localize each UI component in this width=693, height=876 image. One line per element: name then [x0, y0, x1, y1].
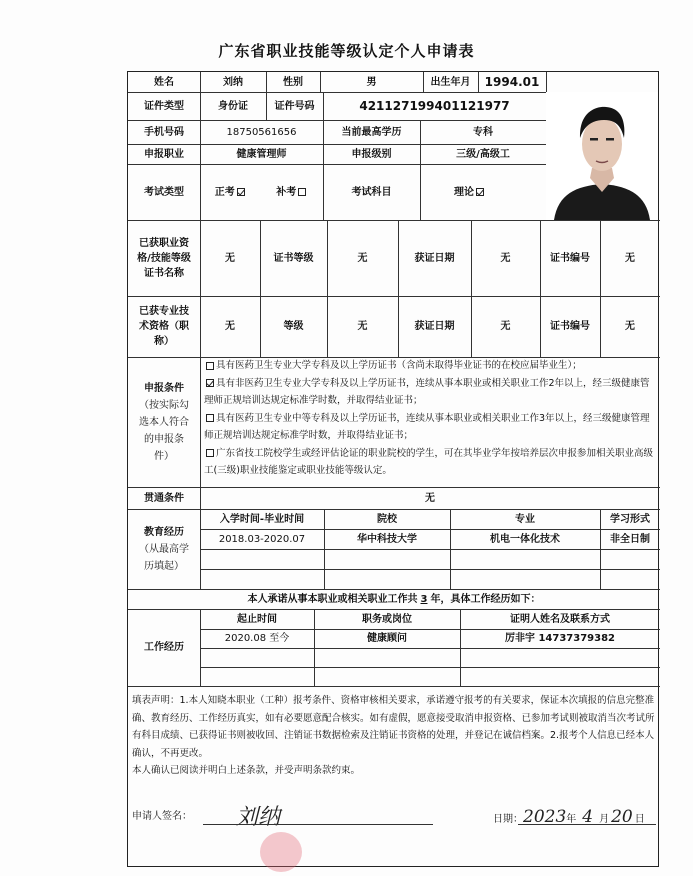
edu-school: 华中科技大学 [357, 533, 417, 545]
condition-item: 具有医药卫生专业大学专科及以上学历证书（含尚未取得毕业证书的在校应届毕业生）； [204, 357, 656, 375]
vocational-no-value: 无 [625, 252, 635, 264]
regular-option[interactable]: 正考 [215, 185, 247, 200]
work-header-period: 起止时间 [237, 613, 277, 625]
subject-label: 考试科目 [351, 186, 392, 198]
name-value: 刘纳 [223, 76, 243, 88]
level-value: 三级/高级工 [456, 148, 510, 160]
makeup-option[interactable]: 补考 [276, 185, 308, 200]
exam-type-label: 考试类型 [144, 186, 184, 198]
work-header-position: 职务或岗位 [362, 613, 412, 625]
id-no-value: 421127199401121977 [359, 98, 510, 113]
conditions-label-cell [128, 357, 200, 487]
edu-header-period: 入学时间-毕业时间 [219, 513, 305, 525]
sign-month: 4 [582, 807, 594, 827]
work-years: 3 [420, 593, 428, 605]
condition-checkbox-2[interactable] [206, 379, 214, 387]
level-label: 申报级别 [351, 148, 392, 160]
title-date-label: 获证日期 [414, 321, 455, 332]
vocational-date-label: 获证日期 [414, 252, 455, 264]
form-title: 广东省职业技能等级认定个人申请表 [218, 42, 475, 60]
exam-type-options [200, 164, 323, 220]
birth-label: 出生年月 [430, 76, 471, 88]
title-cert-label: 已获专业技术资格（职称） [139, 306, 189, 347]
condition-item: 具有医药卫生专业中等专科及以上学历证书，连续从事本职业或相关职业工作3年以上，经三级健康管理师正规培训达规定标准学时数，并取得结业证书； [204, 412, 650, 441]
title-no-label: 证书编号 [550, 321, 590, 332]
edu-major: 机电一体化技术 [490, 533, 560, 545]
gender-value: 男 [366, 76, 377, 88]
declaration [132, 692, 656, 780]
phone-label: 手机号码 [144, 126, 184, 138]
id-type-label: 证件类型 [144, 100, 184, 112]
application-form [127, 71, 659, 867]
title-date-value: 无 [500, 321, 511, 332]
education-label-cell [128, 509, 200, 589]
through-value: 无 [425, 492, 435, 504]
title-no-value: 无 [625, 321, 635, 332]
education-level-label: 当前最高学历 [341, 126, 402, 138]
vocational-grade-label: 证书等级 [273, 252, 314, 264]
date-line [518, 824, 656, 825]
condition-checkbox-3[interactable] [206, 414, 214, 422]
edu-header-mode: 学习形式 [610, 513, 650, 525]
vocational-grade-value: 无 [357, 252, 368, 264]
signature-name: 刘纳 [236, 805, 281, 830]
sign-day: 20 [611, 807, 633, 827]
condition-checkbox-4[interactable] [206, 449, 214, 457]
work-reference: 厉非宇 14737379382 [504, 633, 616, 644]
condition-item: 广东省技工院校学生或经评估论证的职业院校的学生，可在其毕业学年按培养层次申报参加相关职业高级工(三级)职业技能鉴定或职业技能等级认定。 [204, 447, 654, 476]
through-label: 贯通条件 [144, 492, 184, 504]
name-label: 姓名 [154, 76, 174, 88]
conditions-label: 申报条件 [144, 382, 184, 394]
id-type-value: 身份证 [218, 100, 248, 112]
title-grade-label: 等级 [283, 321, 304, 332]
declaration-confirm: 本人确认已阅读并明白上述条款，并受声明条款约束。 [132, 765, 361, 776]
makeup-checkbox[interactable] [298, 188, 306, 196]
regular-checkbox[interactable] [237, 188, 245, 196]
condition-item: 具有非医药卫生专业大学专科及以上学历证书，连续从事本职业或相关职业工作2年以上，经三级健康管理师正规培训达规定标准学时数，并取得结业证书； [204, 377, 650, 406]
signature-line [203, 824, 433, 825]
signature-label: 申请人签名： [132, 811, 192, 822]
education-level-value: 专科 [473, 126, 493, 138]
phone-value: 18750561656 [226, 126, 297, 138]
applicant-photo [546, 92, 658, 220]
signature-date: 日期： 2023 年 4 月 20 日 [493, 807, 645, 827]
edu-header-school: 院校 [377, 513, 397, 525]
job-value: 健康管理师 [236, 148, 287, 160]
work-header-reference: 证明人姓名及联系方式 [510, 613, 610, 625]
vocational-date-value: 无 [500, 252, 511, 264]
title-grade-value: 无 [357, 321, 368, 332]
condition-checkbox-1[interactable] [206, 362, 214, 370]
education-hint: （从最高学历填起） [139, 543, 189, 572]
conditions-hint: （按实际勾选本人符合的申报条件） [139, 399, 189, 462]
edu-header-major: 专业 [515, 513, 535, 525]
title-cert-value: 无 [225, 321, 235, 332]
theory-checkbox[interactable] [476, 188, 484, 196]
vocational-no-label: 证书编号 [550, 252, 590, 264]
edu-period: 2018.03-2020.07 [218, 533, 306, 545]
birth-value: 1994.01 [484, 74, 540, 89]
vocational-cert-value: 无 [225, 252, 235, 264]
work-label: 工作经历 [144, 642, 184, 653]
declaration-text: 填表声明：1.本人知晓本职业（工种）报考条件、资格审核相关要求，承诺遵守报考的有关要求，保证本次填报的信息完整准确、教育经历、工作经历真实，如有必要愿意配合核实。如有虚假，愿意接受取消申报资格、已参加考试则被取消当次考试所有科目成绩、已获得证书则被收回、注销证书数据检索及注销证书资格的处理，并登记在诚信档案。2.报考个人信息已经本人确认，不再更改。 [132, 695, 655, 759]
person-photo-icon [546, 92, 658, 220]
edu-mode: 非全日制 [610, 533, 650, 545]
work-pledge: 本人承诺从事本职业或相关职业工作共 3 年，具体工作经历如下： [247, 593, 541, 605]
gender-label: 性别 [283, 76, 303, 88]
conditions-list [200, 357, 660, 480]
theory-option[interactable]: 理论 [454, 185, 486, 200]
fingerprint-stamp [260, 832, 302, 872]
vocational-cert-label: 已获职业资格/技能等级证书名称 [137, 237, 191, 279]
education-label: 教育经历 [144, 526, 184, 538]
job-label: 申报职业 [144, 148, 184, 160]
work-position: 健康顾问 [367, 633, 407, 644]
sign-year: 2023 [523, 807, 567, 827]
id-no-label: 证件号码 [274, 100, 315, 112]
work-period: 2020.08 至今 [224, 633, 290, 644]
